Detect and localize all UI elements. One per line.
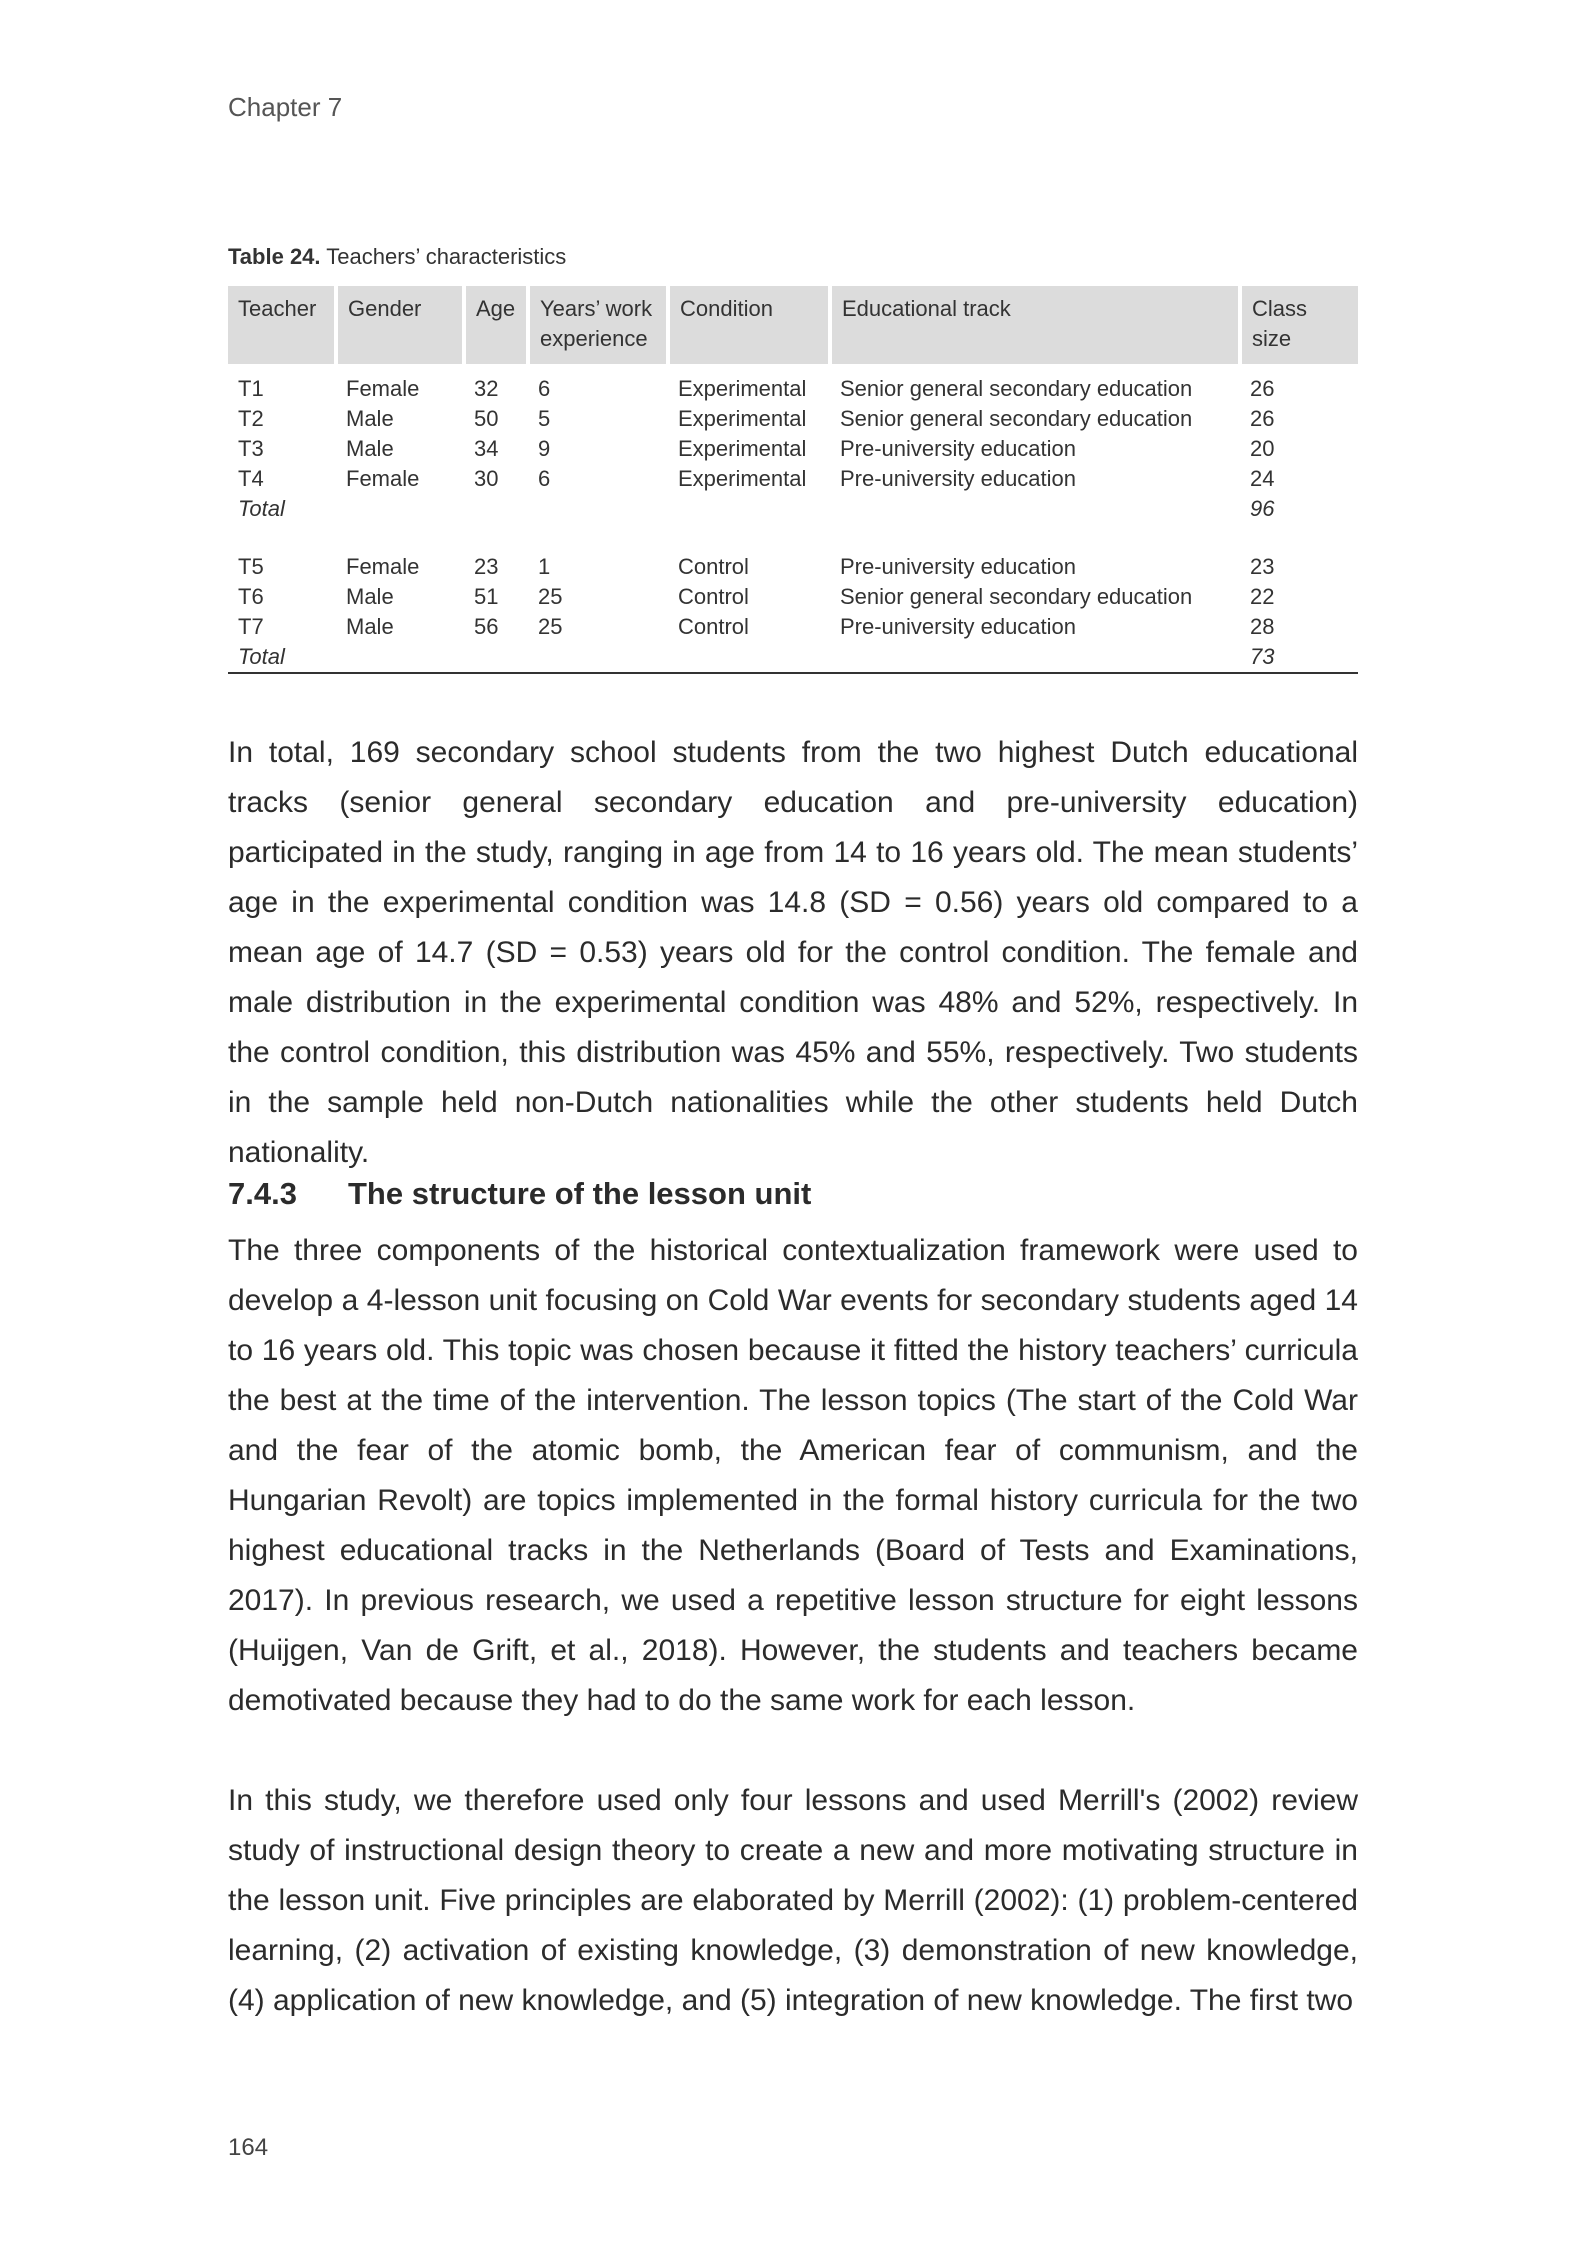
total-row <box>228 494 1358 524</box>
cell-teacher: T7 <box>238 614 264 639</box>
total-row <box>228 642 1358 673</box>
cell-experience: 9 <box>538 436 551 461</box>
cell-gender: Female <box>346 554 420 579</box>
cell-age: 34 <box>474 436 499 461</box>
cell-track: Pre-university education <box>840 436 1077 461</box>
cell-experience: 6 <box>538 376 551 401</box>
row-spacer <box>228 524 1358 552</box>
cell-teacher: T3 <box>238 436 264 461</box>
teachers-table <box>228 286 1358 674</box>
table-header-row <box>228 286 1358 364</box>
header-condition: Condition <box>668 286 830 364</box>
table-row <box>228 552 1358 582</box>
cell-track: Pre-university education <box>840 614 1077 639</box>
page-number: 164 <box>228 2134 269 2161</box>
paragraph-merrill: In this study, we therefore used only four lessons and used Merrill's (2002) review study of instructional design theory to create a new and more motivating structure in the lesson unit. Five principles are elaborated by Merrill (2002): (1) problem-centered learning, (2) activation of existing knowledge, (3) demonstration of new knowledge, (4) application of new knowledge, and (5) integration of new knowledge. The first two <box>228 1784 1358 2017</box>
cell-condition: Experimental <box>678 466 807 491</box>
cell-teacher: T6 <box>238 584 264 609</box>
cell-experience: 25 <box>538 584 563 609</box>
running-head: Chapter 7 <box>228 92 343 122</box>
header-teacher: Teacher <box>228 286 336 364</box>
cell-condition: Experimental <box>678 406 807 431</box>
header-class-size: Class size <box>1240 286 1358 364</box>
cell-track: Pre-university education <box>840 554 1077 579</box>
header-experience: Years’ work experience <box>528 286 668 364</box>
cell-condition: Experimental <box>678 376 807 401</box>
cell-teacher: T2 <box>238 406 264 431</box>
cell-gender: Male <box>346 584 394 609</box>
header-age: Age <box>464 286 528 364</box>
cell-experience: 6 <box>538 466 551 491</box>
table-row <box>228 464 1358 494</box>
cell-condition: Control <box>678 614 749 639</box>
total-value: 73 <box>1240 642 1358 673</box>
cell-age: 51 <box>474 584 499 609</box>
table-title: Teachers’ characteristics <box>326 244 567 269</box>
table-row <box>228 404 1358 434</box>
cell-age: 50 <box>474 406 499 431</box>
table-row <box>228 364 1358 404</box>
cell-condition: Control <box>678 554 749 579</box>
table-row <box>228 582 1358 612</box>
total-value: 96 <box>1250 496 1275 521</box>
cell-teacher: T5 <box>238 554 264 579</box>
cell-track: Senior general secondary education <box>840 376 1193 401</box>
cell-age: 32 <box>474 376 499 401</box>
cell-class-size: 24 <box>1250 466 1275 491</box>
cell-track: Senior general secondary education <box>840 584 1193 609</box>
cell-class-size: 23 <box>1250 554 1275 579</box>
cell-track: Senior general secondary education <box>840 406 1193 431</box>
total-label: Total <box>228 642 336 673</box>
table-row <box>228 612 1358 642</box>
cell-class-size: 28 <box>1250 614 1275 639</box>
section-title: The structure of the lesson unit <box>348 1176 812 1211</box>
cell-class-size: 26 <box>1250 376 1275 401</box>
header-track: Educational track <box>830 286 1240 364</box>
paragraph-lesson-unit: The three components of the historical contextualization framework were used to develop a 4-lesson unit focusing on Cold War events for secondary students aged 14 to 16 years old. This topic was chosen because it fitted the history teachers’ curricula the best at the time of the intervention. The lesson topics (The start of the Cold War and the fear of the atomic bomb, the American fear of communism, and the Hungarian Revolt) are topics implemented in the formal history curricula for the two highest educational tracks in the Netherlands (Board of Tests and Examinations, 2017). In previous research, we used a repetitive lesson structure for eight lessons (Huijgen, Van de Grift, et al., 2018). However, the students and teachers became demotivated because they had to do the same work for each lesson. <box>228 1234 1358 1717</box>
cell-experience: 1 <box>538 554 551 579</box>
cell-teacher: T4 <box>238 466 264 491</box>
cell-age: 56 <box>474 614 499 639</box>
cell-class-size: 22 <box>1250 584 1275 609</box>
cell-class-size: 26 <box>1250 406 1275 431</box>
cell-gender: Male <box>346 436 394 461</box>
table-label: Table 24. <box>228 244 321 269</box>
cell-teacher: T1 <box>238 376 264 401</box>
cell-experience: 5 <box>538 406 551 431</box>
cell-age: 30 <box>474 466 499 491</box>
section-number: 7.4.3 <box>228 1176 297 1211</box>
table-row <box>228 434 1358 464</box>
cell-experience: 25 <box>538 614 563 639</box>
cell-gender: Female <box>346 376 420 401</box>
header-gender: Gender <box>336 286 464 364</box>
section-heading <box>228 1176 811 1212</box>
cell-condition: Control <box>678 584 749 609</box>
total-label: Total <box>238 496 285 521</box>
table-caption <box>228 244 566 270</box>
cell-track: Pre-university education <box>840 466 1077 491</box>
cell-gender: Male <box>346 614 394 639</box>
paragraph-participants: In total, 169 secondary school students from the two highest Dutch educational tracks (senior general secondary education and pre-university education) participated in the study, ranging in age from 14 to 16 years old. The mean students’ age in the experimental condition was 14.8 (SD = 0.56) years old compared to a mean age of 14.7 (SD = 0.53) years old for the control condition. The female and male distribution in the experimental condition was 48% and 52%, respectively. In the control condition, this distribution was 45% and 55%, respectively. Two students in the sample held non-Dutch nationalities while the other students held Dutch nationality. <box>228 736 1358 1169</box>
cell-gender: Male <box>346 406 394 431</box>
cell-gender: Female <box>346 466 420 491</box>
cell-class-size: 20 <box>1250 436 1275 461</box>
cell-condition: Experimental <box>678 436 807 461</box>
cell-age: 23 <box>474 554 499 579</box>
